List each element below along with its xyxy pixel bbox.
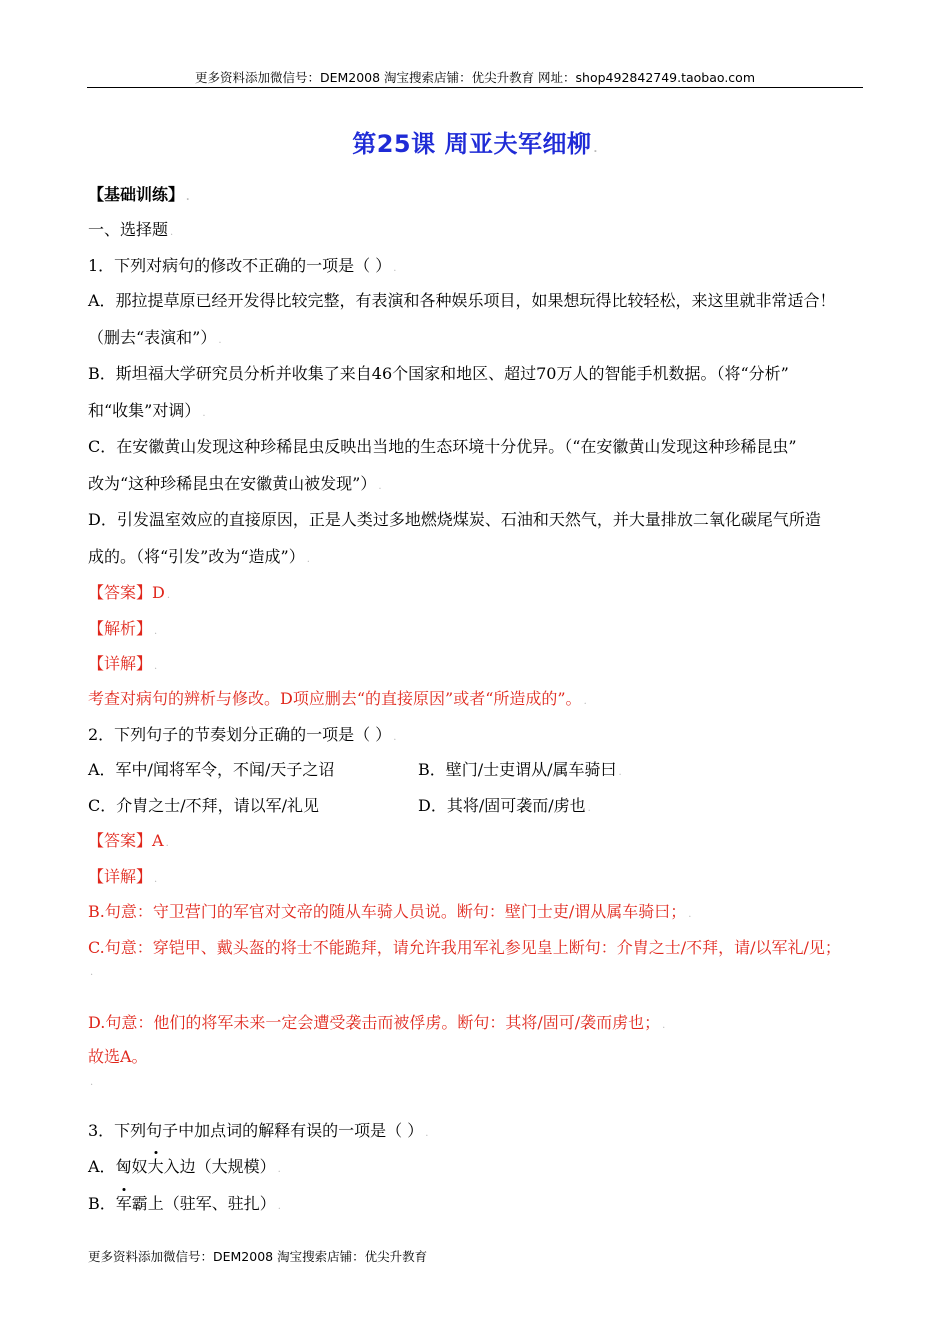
q1-option-d: D．引发温室效应的直接原因，正是人类过多地燃烧煤炭、石油和天然气，并大量排放二氧化碳尾气所造 <box>88 510 821 529</box>
q1-answer: 【答案】D . <box>88 583 171 602</box>
q2-option-a: A．军中/闻将军令，不闻/天子之诏 <box>88 760 335 779</box>
q2-option-c: C．介胄之士/不拜，请以军/礼见 <box>88 796 320 815</box>
part-heading: 一、选择题 . <box>88 220 174 239</box>
q2-conclusion: 故选A。 <box>88 1047 148 1066</box>
q2-answer: 【答案】A . <box>88 831 169 850</box>
q1-explanation: 考查对病句的辨析与修改。D项应删去“的直接原因”或者“所造成的”。 . <box>88 689 587 708</box>
page-footer: 更多资料添加微信号：DEM2008 淘宝搜索店铺：优尖升教育 <box>88 1249 428 1264</box>
page-header: 更多资料添加微信号：DEM2008 淘宝搜索店铺：优尖升教育 网址：shop492842749.taobao.com <box>194 70 756 85</box>
q1-option-b-cont: 和“收集”对调） . <box>88 401 206 420</box>
section-heading: 【基础训练】 . <box>88 185 190 204</box>
q3-option-a: A．匈奴大入边（大规模） . <box>88 1157 281 1176</box>
q1-stem: 1．下列对病句的修改不正确的一项是（ ） . <box>88 256 397 275</box>
q2-option-b: B．壁门/士吏谓从/属车骑曰 . <box>418 760 622 779</box>
q2-explain-b: B.句意：守卫营门的军官对文帝的随从车骑人员说。断句：壁门士吏/谓从属车骑曰； . <box>88 902 692 921</box>
q1-option-c: C．在安徽黄山发现这种珍稀昆虫反映出当地的生态环境十分优异。（“在安徽黄山发现这种珍稀昆虫” <box>88 437 797 456</box>
q2-option-d: D．其将/固可袭而/虏也 . <box>418 796 591 815</box>
q1-analysis: 【解析】 . <box>88 619 158 638</box>
q2-explain-d: D.句意：他们的将军未来一定会遭受袭击而被俘虏。断句：其将/固可/袭而虏也； . <box>88 1013 666 1032</box>
lesson-title: 第25课 周亚夫军细柳 . <box>352 130 598 158</box>
q1-option-d-cont: 成的。（将“引发”改为“造成”） . <box>88 547 310 566</box>
q3-option-b: B．军霸上（驻军、驻扎） . <box>88 1194 281 1213</box>
paragraph-mark: . <box>90 1077 94 1088</box>
header-divider <box>87 87 863 88</box>
q1-detail: 【详解】 . <box>88 654 158 673</box>
q1-option-c-cont: 改为“这种珍稀昆虫在安徽黄山被发现”） . <box>88 474 382 493</box>
q3-stem: 3．下列句子中加点词的解释有误的一项是（ ） . <box>88 1121 429 1140</box>
paragraph-mark: . <box>90 967 94 978</box>
q1-option-b: B．斯坦福大学研究员分析并收集了来自46个国家和地区、超过70万人的智能手机数据。（将“分析” <box>88 364 789 383</box>
q2-explain-c: C.句意：穿铠甲、戴头盔的将士不能跪拜，请允许我用军礼参见皇上断句：介胄之士/不拜，请/以军礼/见； <box>88 938 841 957</box>
q1-option-a-cont: （删去“表演和”） . <box>88 328 222 347</box>
q2-detail: 【详解】 . <box>88 867 158 886</box>
emphasis-dot-word: 大 <box>147 1157 164 1176</box>
q1-option-a: A．那拉提草原已经开发得比较完整，有表演和各种娱乐项目，如果想玩得比较轻松，来这里就非常适合！ <box>88 291 836 310</box>
q2-stem: 2．下列句子的节奏划分正确的一项是（ ） . <box>88 725 397 744</box>
emphasis-dot-word: 军 <box>115 1194 132 1213</box>
